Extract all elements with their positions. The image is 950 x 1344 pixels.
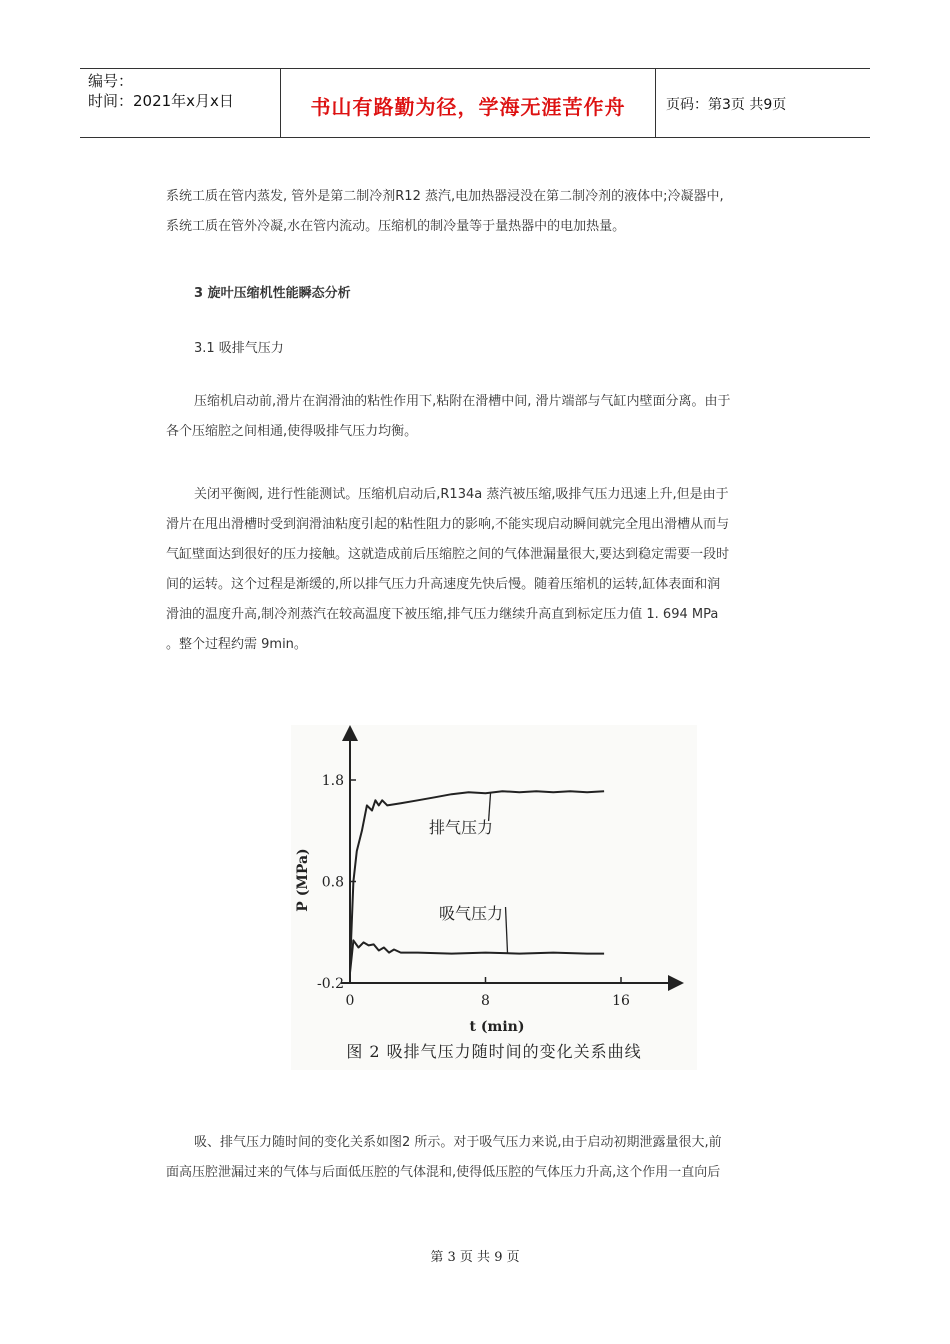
header-page-info: 页码：第3页 共9页 xyxy=(666,97,787,113)
section-heading: 3 旋叶压缩机性能瞬态分析 xyxy=(194,286,351,301)
text-line: 关闭平衡阀, 进行性能测试。压缩机启动后,R134a 蒸汽被压缩,吸排气压力迅速上升,但是由于 xyxy=(194,487,729,502)
text-line: 滑油的温度升高,制冷剂蒸汽在较高温度下被压缩,排气压力继续升高直到标定压力值 1. 694 MPa xyxy=(166,607,719,622)
paragraph xyxy=(166,480,791,660)
doc-number-label: 编号： xyxy=(88,72,134,90)
text-line: 吸、排气压力随时间的变化关系如图2 所示。对于吸气压力来说,由于启动初期泄露量很大,前 xyxy=(194,1135,722,1150)
text-line: 。整个过程约需 9min。 xyxy=(166,637,307,652)
text-line: 各个压缩腔之间相通,使得吸排气压力均衡。 xyxy=(166,424,418,439)
text-line: 系统工质在管内蒸发, 管外是第二制冷剂R12 蒸汽,电加热器浸没在第二制冷剂的液体中;冷凝器中, xyxy=(166,189,724,204)
figure-caption: 图 2 吸排气压力随时间的变化关系曲线 xyxy=(346,1042,642,1061)
header-motto: 书山有路勤为径，学海无涯苦作舟 xyxy=(310,95,626,119)
leader-line xyxy=(489,793,491,821)
text-line: 滑片在甩出滑槽时受到润滑油粘度引起的粘性阻力的影响,不能实现启动瞬间就完全甩出滑槽从而与 xyxy=(166,517,730,532)
series-label: 吸气压力 xyxy=(438,904,504,923)
page-header xyxy=(80,68,870,138)
text-line: 间的运转。这个过程是渐缓的,所以排气压力升高速度先快后慢。随着压缩机的运转,缸体表面和润 xyxy=(166,577,721,592)
header-meta xyxy=(88,71,234,111)
text-line: 气缸壁面达到很好的压力接触。这就造成前后压缩腔之间的气体泄漏量很大,要达到稳定需要一段时 xyxy=(166,547,730,562)
x-tick-label: 0 xyxy=(345,993,355,1009)
subsection-heading: 3.1 吸排气压力 xyxy=(194,341,284,356)
x-axis-label: t (min) xyxy=(469,1019,525,1035)
y-axis-label: P (MPa) xyxy=(295,848,311,912)
page-footer: 第 3 页 共 9 页 xyxy=(430,1250,520,1265)
doc-time-label: 时间：2021年x月x日 xyxy=(88,92,234,110)
y-tick-label: 0.8 xyxy=(321,874,344,891)
x-tick-label: 8 xyxy=(481,993,490,1009)
y-tick-label: 1.8 xyxy=(321,773,344,789)
leader-line xyxy=(506,907,508,953)
y-tick-label: -0.2 xyxy=(317,976,344,992)
paragraph xyxy=(166,1128,791,1188)
text-line: 压缩机启动前,滑片在润滑油的粘性作用下,粘附在滑槽中间, 滑片端部与气缸内壁面分离。由于 xyxy=(194,394,731,409)
header-divider xyxy=(655,69,656,137)
pressure-chart xyxy=(291,725,697,1035)
text-line: 面高压腔泄漏过来的气体与后面低压腔的气体混和,使得低压腔的气体压力升高,这个作用一直向后 xyxy=(166,1165,721,1180)
series-line xyxy=(350,940,604,972)
figure-2 xyxy=(291,725,697,1070)
series-label: 排气压力 xyxy=(428,818,494,837)
paragraph xyxy=(166,182,791,242)
paragraph xyxy=(166,387,791,447)
text-line: 系统工质在管外冷凝,水在管内流动。压缩机的制冷量等于量热器中的电加热量。 xyxy=(166,219,626,234)
x-tick-label: 16 xyxy=(612,993,630,1009)
